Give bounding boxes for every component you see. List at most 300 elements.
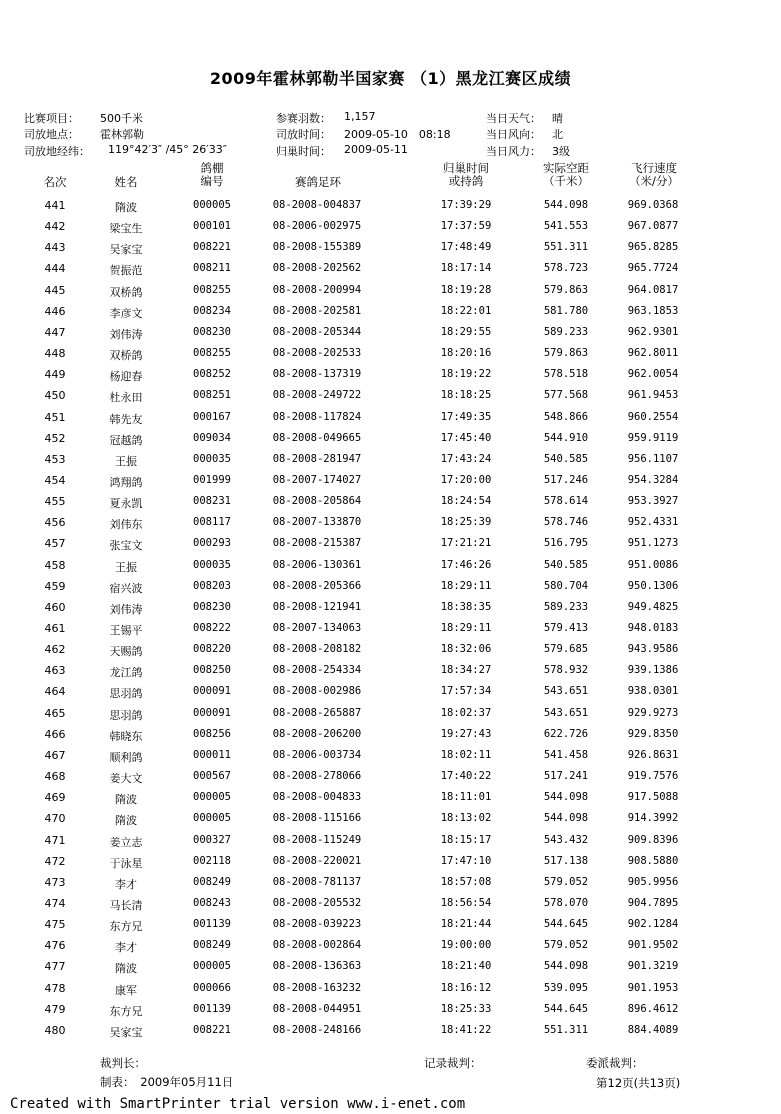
ring-number-cell: 08-2008-039223 [272,918,362,931]
name-cell: 刘伟涛 [109,327,143,341]
rank-cell: 467 [44,748,66,762]
table-row [0,386,781,407]
speed-cell: 965.7724 [627,262,679,275]
speed-cell: 962.0054 [627,368,679,381]
page-title: 2009年霍林郭勒半国家赛 （1）黑龙江赛区成绩 [209,69,572,88]
loft-number-cell: 008250 [193,664,231,677]
ring-number-cell: 08-2006-130361 [272,558,362,571]
table-row [0,957,781,978]
speed-cell: 951.1273 [627,537,679,550]
return-time-cell: 18:17:14 [440,262,492,275]
speed-cell: 964.0817 [627,283,679,296]
distance-cell: 548.866 [543,410,589,423]
ring-number-cell: 08-2008-202562 [272,262,362,275]
speed-cell: 896.4612 [627,1002,679,1015]
distance-cell: 544.645 [543,1002,589,1015]
speed-cell: 954.3284 [627,473,679,486]
loft-number-cell: 008203 [193,579,231,592]
loft-number-cell: 001139 [193,918,231,931]
name-cell: 东方兄 [109,920,143,934]
ring-number-cell: 08-2008-121941 [272,600,362,613]
rank-cell: 447 [44,325,66,339]
return-time-cell: 18:18:25 [440,389,492,402]
name-cell: 杜永田 [109,391,143,405]
return-time-cell: 18:19:28 [440,283,492,296]
name-cell: 杨迎春 [109,370,143,384]
return-time-cell: 17:39:29 [440,199,492,211]
table-row [0,365,781,386]
table-row [0,1000,781,1021]
return-time-cell: 18:13:02 [440,812,492,825]
rank-cell: 448 [44,347,66,361]
table-row [0,661,781,682]
header-speed-line2: （米/分） [629,174,679,188]
name-cell: 刘伟东 [109,518,143,532]
table-row [0,852,781,873]
return-time-cell: 17:46:26 [440,558,492,571]
rank-cell: 479 [44,1002,66,1016]
name-cell: 梁宝生 [109,222,143,236]
return-time-cell: 18:11:01 [440,791,492,804]
wind-direction-label: 当日风向： [486,128,541,141]
name-cell: 刘伟涛 [109,602,143,616]
distance-cell: 578.070 [543,896,589,909]
release-time-label: 司放时间： [276,128,331,141]
name-cell: 思羽鸽 [109,708,143,722]
distance-cell: 581.780 [543,304,589,317]
name-cell: 双桥鸽 [109,349,143,363]
distance-cell: 551.311 [543,1023,589,1036]
distance-cell: 517.241 [543,770,589,783]
name-cell: 王锡平 [109,624,143,637]
loft-number-cell: 000005 [193,199,231,211]
loft-number-cell: 000101 [193,220,231,233]
distance-cell: 551.311 [543,241,589,254]
ring-number-cell: 08-2008-220021 [272,854,362,867]
page-number: 第12页(共13页) [596,1076,681,1090]
distance-cell: 589.233 [543,600,589,613]
header-time-line2: 或持鸽 [448,174,484,188]
distance-cell: 578.723 [543,262,589,275]
name-cell: 宿兴波 [109,581,143,595]
distance-cell: 578.518 [543,368,589,381]
rank-cell: 453 [44,452,66,466]
distance-cell: 541.458 [543,748,589,761]
delegate-label: 委派裁判： [586,1056,644,1070]
return-time-cell: 18:15:17 [440,833,492,846]
weather-label: 当日天气： [486,112,541,125]
speed-cell: 959.9119 [627,431,679,444]
entries-label: 参赛羽数： [276,112,331,125]
return-time-cell: 17:40:22 [440,770,492,783]
speed-cell: 962.8011 [627,347,679,360]
distance-cell: 543.651 [543,685,589,698]
made-date: 制表： 2009年05月11日 [100,1075,234,1089]
distance-cell: 578.614 [543,495,589,508]
rank-cell: 472 [44,854,66,868]
distance-cell: 579.413 [543,622,589,634]
loft-number-cell: 001139 [193,1002,231,1015]
return-time-cell: 17:37:59 [440,220,492,233]
distance-cell: 541.553 [543,220,589,233]
name-cell: 贺振范 [109,264,143,278]
table-row [0,704,781,725]
name-cell: 天赐鸽 [109,645,143,659]
name-cell: 冠越鸽 [109,433,143,447]
weather-value: 晴 [552,112,563,125]
speed-cell: 961.9453 [627,389,679,402]
speed-cell: 951.0086 [627,558,679,571]
ring-number-cell: 08-2008-208182 [272,643,362,656]
loft-number-cell: 000005 [193,960,231,973]
distance-cell: 580.704 [543,579,589,592]
loft-number-cell: 000167 [193,410,231,423]
table-row [0,640,781,661]
table-row [0,323,781,344]
table-row [0,577,781,598]
rank-cell: 454 [44,473,66,487]
rank-cell: 471 [44,833,66,847]
loft-number-cell: 000011 [193,748,231,761]
name-cell: 夏永凯 [109,497,143,511]
rank-cell: 456 [44,516,66,530]
ring-number-cell: 08-2008-278066 [272,770,362,783]
rank-cell: 477 [44,960,66,974]
rank-cell: 452 [44,431,66,445]
return-time-cell: 18:02:11 [440,748,492,761]
table-row [0,894,781,915]
rank-cell: 459 [44,579,66,593]
return-time-cell: 18:38:35 [440,600,492,613]
table-row [0,534,781,555]
loft-number-cell: 008252 [193,368,231,381]
loft-number-cell: 008255 [193,347,231,360]
return-time-cell: 18:56:54 [440,896,492,909]
name-cell: 鸿翔鸽 [109,475,143,489]
ring-number-cell: 08-2008-155389 [272,241,362,254]
header-distance-line1: 实际空距 [543,161,589,175]
ring-number-cell: 08-2008-044951 [272,1002,362,1015]
rank-cell: 446 [44,304,66,318]
rank-cell: 466 [44,727,66,741]
name-cell: 韩晓东 [109,729,143,743]
table-row [0,1021,781,1042]
return-time-cell: 18:29:11 [440,622,492,634]
loft-number-cell: 000091 [193,685,231,698]
loft-number-cell: 008221 [193,1023,231,1036]
header-ring: 赛鸽足环 [295,175,341,189]
rank-cell: 451 [44,410,66,424]
release-time-value: 2009-05-10 08:18 [344,128,451,141]
speed-cell: 926.8631 [627,748,679,761]
ring-number-cell: 08-2008-115166 [272,812,362,825]
loft-number-cell: 008117 [193,516,231,529]
name-cell: 李才 [115,941,137,955]
wind-direction-value: 北 [552,128,563,141]
ring-number-cell: 08-2008-202533 [272,347,362,360]
loft-number-cell: 000066 [193,981,231,994]
return-time-cell: 19:27:43 [440,727,492,740]
ring-number-cell: 08-2008-200994 [272,283,362,296]
loft-number-cell: 008249 [193,875,231,888]
loft-number-cell: 000327 [193,833,231,846]
rank-cell: 478 [44,981,66,995]
rank-cell: 465 [44,706,66,720]
return-time-cell: 18:29:11 [440,579,492,592]
speed-cell: 919.7576 [627,770,679,783]
ring-number-cell: 08-2007-174027 [272,473,362,486]
ring-number-cell: 08-2008-206200 [272,727,362,740]
header-name: 姓名 [114,175,138,189]
rank-cell: 474 [44,896,66,910]
return-time-cell: 18:02:37 [440,706,492,719]
speed-cell: 905.9956 [627,875,679,888]
speed-cell: 953.3927 [627,495,679,508]
ring-number-cell: 08-2008-002864 [272,939,362,952]
ring-number-cell: 08-2008-163232 [272,981,362,994]
speed-cell: 917.5088 [627,791,679,804]
distance-cell: 544.645 [543,918,589,931]
return-time-cell: 17:43:24 [440,452,492,465]
rank-cell: 455 [44,495,66,509]
referee-label: 裁判长： [100,1056,146,1070]
distance-cell: 543.651 [543,706,589,719]
ring-number-cell: 08-2008-215387 [272,537,362,550]
distance-cell: 579.052 [543,939,589,952]
loft-number-cell: 008230 [193,325,231,338]
ring-number-cell: 08-2008-249722 [272,389,362,402]
name-cell: 马长清 [109,898,143,912]
header-rank: 名次 [43,175,67,189]
rank-cell: 460 [44,600,66,614]
ring-number-cell: 08-2008-049665 [272,431,362,444]
speed-cell: 963.1853 [627,304,679,317]
return-time-cell: 17:21:21 [440,537,492,550]
loft-number-cell: 008249 [193,939,231,952]
rank-cell: 444 [44,262,66,276]
speed-cell: 929.8350 [627,727,679,740]
return-time-cell: 18:29:55 [440,325,492,338]
return-time-cell: 18:25:33 [440,1002,492,1015]
loft-number-cell: 008234 [193,304,231,317]
name-cell: 于泳星 [109,856,143,870]
loft-number-cell: 000005 [193,812,231,825]
speed-cell: 967.0877 [627,220,679,233]
loft-number-cell: 008230 [193,600,231,613]
ring-number-cell: 08-2007-133870 [272,516,362,529]
distance-cell: 544.098 [543,791,589,804]
trial-watermark: Created with SmartPrinter trial version www.i-enet.com [10,1096,466,1112]
rank-cell: 458 [44,558,66,572]
loft-number-cell: 008222 [193,622,231,634]
return-time-cell: 17:47:10 [440,854,492,867]
rank-cell: 462 [44,643,66,657]
distance-cell: 544.910 [543,431,589,444]
name-cell: 王振 [115,454,137,468]
rank-cell: 473 [44,875,66,889]
distance-cell: 544.098 [543,812,589,825]
table-row [0,746,781,767]
speed-cell: 950.1306 [627,579,679,592]
speed-cell: 965.8285 [627,241,679,254]
speed-cell: 948.0183 [627,622,679,634]
distance-cell: 540.585 [543,558,589,571]
distance-cell: 544.098 [543,960,589,973]
table-row [0,492,781,513]
speed-cell: 960.2554 [627,410,679,423]
rank-cell: 461 [44,622,66,635]
distance-cell: 578.932 [543,664,589,677]
ring-number-cell: 08-2008-117824 [272,410,362,423]
rank-cell: 457 [44,537,66,551]
ring-number-cell: 08-2008-205532 [272,896,362,909]
table-row [0,809,781,830]
name-cell: 姜大文 [109,772,143,786]
return-time-cell: 17:57:34 [440,685,492,698]
table-row [0,915,781,936]
loft-number-cell: 002118 [193,854,231,867]
rank-cell: 475 [44,918,66,932]
loft-number-cell: 000005 [193,791,231,804]
table-row [0,725,781,746]
ring-number-cell: 08-2008-248166 [272,1023,362,1036]
distance-cell: 540.585 [543,452,589,465]
distance-cell: 517.246 [543,473,589,486]
loft-number-cell: 000567 [193,770,231,783]
distance-cell: 579.863 [543,283,589,296]
speed-cell: 901.3219 [627,960,679,973]
speed-cell: 962.9301 [627,325,679,338]
header-loft-line1: 鸽棚 [200,161,224,175]
loft-number-cell: 008231 [193,495,231,508]
ring-number-cell: 08-2006-002975 [272,220,362,233]
distance-cell: 622.726 [543,727,589,740]
table-row [0,598,781,619]
ring-number-cell: 08-2008-265887 [272,706,362,719]
ring-number-cell: 08-2008-205344 [272,325,362,338]
rank-cell: 449 [44,368,66,382]
distance-cell: 578.746 [543,516,589,529]
header-time-line1: 归巢时间 [443,161,489,175]
ring-number-cell: 08-2008-137319 [272,368,362,381]
ring-number-cell: 08-2008-004837 [272,199,362,211]
distance-cell: 516.795 [543,537,589,550]
distance-cell: 543.432 [543,833,589,846]
ring-number-cell: 08-2008-002986 [272,685,362,698]
return-time-cell: 18:16:12 [440,981,492,994]
return-time-cell: 17:20:00 [440,473,492,486]
return-time-cell: 18:20:16 [440,347,492,360]
distance-cell: 589.233 [543,325,589,338]
wind-force-label: 当日风力： [486,145,541,158]
rank-cell: 441 [44,199,66,212]
release-place-label: 司放地点： [24,128,79,141]
return-time-cell: 18:41:22 [440,1023,492,1036]
rank-cell: 442 [44,220,66,234]
header-speed [614,162,694,188]
speed-cell: 914.3992 [627,812,679,825]
distance-cell: 544.098 [543,199,589,211]
name-cell: 龙江鸽 [109,666,143,680]
table-row [0,281,781,302]
name-cell: 吴家宝 [109,243,143,257]
name-cell: 李才 [115,877,137,891]
speed-cell: 952.4331 [627,516,679,529]
distance-cell: 579.863 [543,347,589,360]
table-row [0,450,781,471]
header-distance-line2: （千米） [543,174,589,188]
distance-cell: 579.685 [543,643,589,656]
coordinates-value: 119°42′3″ /45° 26′33″ [108,143,227,156]
event-label: 比赛项目： [24,112,79,125]
loft-number-cell: 000035 [193,558,231,571]
header-loft [186,162,238,188]
speed-cell: 902.1284 [627,918,679,931]
table-row [0,302,781,323]
rank-cell: 464 [44,685,66,699]
name-cell: 双桥鸽 [109,285,143,299]
loft-number-cell: 008220 [193,643,231,656]
rank-cell: 445 [44,283,66,297]
ring-number-cell: 08-2007-134063 [272,622,362,634]
table-row [0,979,781,1000]
return-time-cell: 18:34:27 [440,664,492,677]
return-time-cell: 17:49:35 [440,410,492,423]
loft-number-cell: 009034 [193,431,231,444]
header-distance [528,162,604,188]
speed-cell: 909.8396 [627,833,679,846]
name-cell: 隋波 [115,962,137,976]
ring-number-cell: 08-2006-003734 [272,748,362,761]
speed-cell: 956.1107 [627,452,679,465]
name-cell: 隋波 [115,814,137,828]
speed-cell: 884.4089 [627,1023,679,1036]
return-time-cell: 18:24:54 [440,495,492,508]
loft-number-cell: 008221 [193,241,231,254]
table-row [0,344,781,365]
speed-cell: 969.0368 [627,199,679,211]
distance-cell: 517.138 [543,854,589,867]
table-row [0,619,781,640]
table-row [0,471,781,492]
wind-force-value: 3级 [552,145,570,158]
rank-cell: 470 [44,812,66,826]
ring-number-cell: 08-2008-115249 [272,833,362,846]
name-cell: 康军 [115,983,137,997]
ring-number-cell: 08-2008-281947 [272,452,362,465]
rank-cell: 480 [44,1023,66,1037]
return-time-cell: 18:19:22 [440,368,492,381]
loft-number-cell: 001999 [193,473,231,486]
loft-number-cell: 008256 [193,727,231,740]
distance-cell: 577.568 [543,389,589,402]
loft-number-cell: 000035 [193,452,231,465]
return-time-cell: 18:22:01 [440,304,492,317]
loft-number-cell: 000091 [193,706,231,719]
name-cell: 吴家宝 [109,1025,143,1039]
rank-cell: 463 [44,664,66,678]
header-time [426,162,506,188]
rank-cell: 468 [44,770,66,784]
name-cell: 东方兄 [109,1004,143,1018]
ring-number-cell: 08-2008-004833 [272,791,362,804]
rank-cell: 469 [44,791,66,805]
return-time-cell: 18:32:06 [440,643,492,656]
ring-number-cell: 08-2008-781137 [272,875,362,888]
return-time-cell: 17:45:40 [440,431,492,444]
entries-value: 1,157 [344,110,376,123]
name-cell: 张宝文 [109,539,143,553]
